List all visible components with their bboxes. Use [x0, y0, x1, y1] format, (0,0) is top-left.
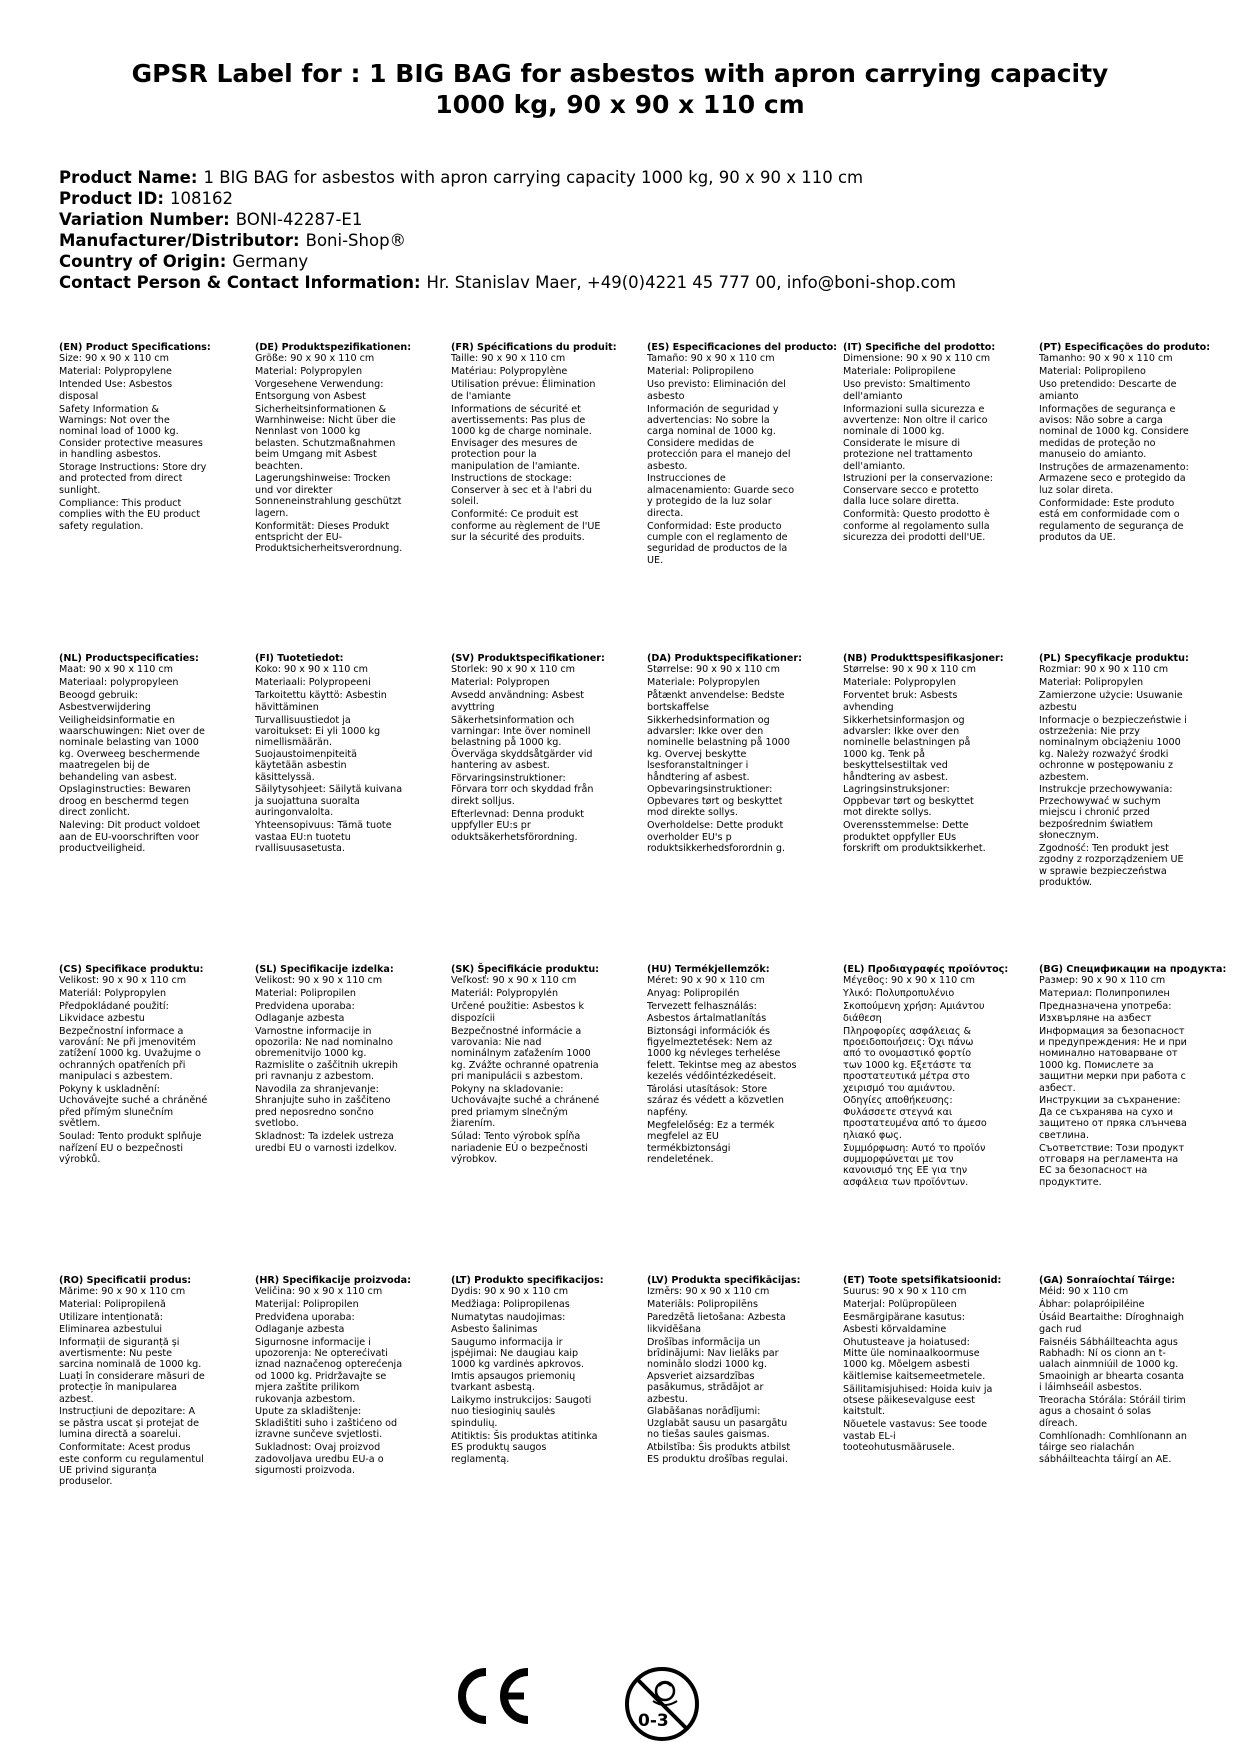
spec-line: Atitiktis: Šis produktas atitinka ES produktų saugos reglamentą.	[451, 1430, 598, 1465]
spec-block-heading: (PL) Specyfikacje produktu:	[1039, 653, 1189, 664]
spec-line: Overholdelse: Dette produkt overholder EU's p roduktsikkerhedsforordnin g.	[647, 820, 786, 854]
spec-block-heading: (BG) Спецификации на продукта:	[1039, 964, 1227, 975]
spec-line: Υλικό: Πολυπροπυλένιο	[843, 988, 955, 1000]
spec-block	[647, 653, 802, 856]
spec-line: Compliance: This product complies with the EU product safety regulation.	[59, 497, 201, 532]
spec-line: Storage Instructions: Store dry and protected from direct sunlight.	[59, 462, 207, 496]
spec-block-heading: (LV) Produkta specifikācijas:	[647, 1275, 801, 1286]
spec-line: Instructions de stockage: Conserver à sec et à l'abri du soleil.	[451, 473, 592, 508]
spec-block-heading: (RO) Specificatii produs:	[59, 1275, 192, 1286]
spec-line: Konformität: Dieses Produkt entspricht der EU-Produktsicherheitsverordnung.	[255, 520, 403, 555]
spec-line: Инструкции за съхранение: Да се съхранява на сухо и защитено от пряка слънчева светлина.	[1039, 1095, 1187, 1141]
spec-block-heading: (GA) Sonraíochtaí Táirge:	[1039, 1275, 1176, 1286]
spec-block-heading: (DE) Produktspezifikationen:	[255, 342, 412, 353]
spec-line: Zamierzone użycie: Usuwanie azbestu	[1039, 690, 1183, 713]
spec-line: Rozmiar: 90 x 90 x 110 cm	[1039, 664, 1169, 676]
spec-line: Størrelse: 90 x 90 x 110 cm	[843, 664, 976, 676]
spec-line: Vorgesehene Verwendung: Entsorgung von Asbest	[255, 379, 384, 402]
spec-block	[843, 342, 996, 545]
spec-block	[59, 1275, 209, 1489]
spec-line: Suurus: 90 x 90 x 110 cm	[843, 1286, 967, 1298]
spec-line: Säilitamisjuhised: Hoida kuiv ja otsese päikesevalguse eest kaitstult.	[843, 1383, 993, 1418]
spec-line: Size: 90 x 90 x 110 cm	[59, 353, 169, 365]
spec-line: Materiál: Polypropylén	[451, 988, 559, 1000]
spec-line: Intended Use: Asbestos disposal	[59, 379, 173, 402]
spec-line: Comhlíonadh: Comhlíonann an táirge seo rialachán sábháilteachta táirgí an AE.	[1039, 1430, 1187, 1465]
product-info	[59, 167, 1199, 293]
spec-line: Informations de sécurité et avertissements: Pas plus de 1000 kg de charge nominale. Envisager des mesures de protection pour la manipulation de l'amiante.	[451, 403, 592, 472]
spec-block	[1039, 964, 1227, 1190]
spec-line: Ohutusteave ja hoiatused: Mitte üle nominaalkoormuse 1000 kg. Mõelgem asbesti käitlemise kaitsemeetmetele.	[843, 1336, 986, 1382]
spec-line: Megfelelőség: Ez a termék megfelel az EU termékbiztonsági rendeletének.	[647, 1119, 775, 1165]
spec-block-heading: (CS) Specifikace produktu:	[59, 964, 204, 975]
spec-line: Instrucciones de almacenamiento: Guarde seco y protegido de la luz solar directa.	[647, 473, 795, 519]
spec-block	[843, 653, 1004, 856]
spec-line: Varnostne informacije in opozorila: Ne nad nominalno obremenitvijo 1000 kg. Razmislite o zaščitnih ukrepih pri ravnanju z azbestom.	[255, 1025, 398, 1083]
spec-line: Dydis: 90 x 90 x 110 cm	[451, 1286, 569, 1298]
info-label: Product Name:	[59, 168, 198, 187]
info-country-of-origin	[59, 251, 1199, 272]
spec-line: Materiale: Polipropilene	[843, 366, 956, 378]
spec-line: Materijal: Polipropilen	[255, 1299, 359, 1311]
spec-line: Avsedd användning: Asbest avyttring	[451, 690, 585, 713]
spec-block	[255, 1275, 411, 1478]
spec-block-heading: (DA) Produktspecifikationer:	[647, 653, 802, 664]
spec-line: Sukladnost: Ovaj proizvod zadovoljava uredbu EU-a o sigurnosti proizvoda.	[255, 1442, 384, 1476]
spec-line: Conformità: Questo prodotto è conforme al regolamento sulla sicurezza dei prodotti dell'UE.	[843, 509, 990, 543]
spec-line: Opbevaringsinstruktioner: Opbevares tørt og beskyttet mod direkte sollys.	[647, 784, 783, 819]
spec-line: Conformitate: Acest produs este conform cu regulamentul UE privind siguranța produselor.	[59, 1442, 204, 1488]
not-for-children-0-3-icon	[623, 1665, 701, 1743]
spec-line: Conformidade: Este produto está em conformidade com o regulamento de segurança de produtos da UE.	[1039, 497, 1184, 543]
spec-block-heading: (HU) Termékjellemzők:	[647, 964, 770, 975]
spec-block-heading: (PT) Especificações do produto:	[1039, 342, 1211, 353]
spec-line: Instruções de armazenamento: Armazene seco e protegido da luz solar direta.	[1039, 462, 1189, 496]
spec-line: Méret: 90 x 90 x 110 cm	[647, 975, 765, 987]
spec-line: Tárolási utasítások: Store száraz és védett a közvetlen napfény.	[647, 1084, 784, 1118]
spec-line: Yhteensopivuus: Tämä tuote vastaa EU:n tuotetu rvallisuusasetusta.	[255, 820, 392, 854]
spec-line: Turvallisuustiedot ja varoitukset: Ei yli 1000 kg nimellismäärän. Suojaustoimenpiteitä käytetään asbestin käsittelyssä.	[255, 714, 381, 783]
spec-line: Pokyny k uskladnění: Uchovávejte suché a chráněné před přímým slunečním světlem.	[59, 1084, 208, 1130]
spec-line: Предназначена употреба: Изхвърляне на азбест	[1039, 1001, 1172, 1024]
spec-block-heading: (ES) Especificaciones del producto:	[647, 342, 838, 353]
spec-line: Paredzētā lietošana: Azbesta likvidēšana	[647, 1312, 786, 1335]
spec-block	[647, 342, 838, 568]
spec-line: Glabāšanas norādījumi: Uzglabāt sausu un pasargātu no tiešas saules gaismas.	[647, 1406, 788, 1441]
spec-line: Материал: Полипропилен	[1039, 988, 1170, 1000]
spec-block	[451, 653, 605, 845]
spec-block-heading: (SV) Produktspecifikationer:	[451, 653, 605, 664]
info-value: Hr. Stanislav Maer, +49(0)4221 45 777 00, info@boni-shop.com	[426, 273, 956, 292]
spec-line: Materiale: Polypropylen	[647, 677, 760, 689]
spec-line: Medžiaga: Polipropilenas	[451, 1299, 570, 1311]
spec-line: Úsáid Beartaithe: Díroghnaigh gach rud	[1039, 1312, 1184, 1335]
spec-line: Информация за безопасност и предупреждения: Не и при номинално натоварване от 1000 kg. Помислете за защитни мерки при работа с азбест.	[1039, 1025, 1187, 1094]
spec-line: Tervezett felhasználás: Asbestos ártalmatlanítás	[647, 1001, 767, 1024]
spec-line: Naleving: Dit product voldoet aan de EU-voorschriften voor productveiligheid.	[59, 820, 201, 854]
spec-block	[59, 653, 209, 856]
spec-line: Upute za skladištenje: Skladištiti suho i zaštićeno od izravne sunčeve svjetlosti.	[255, 1406, 398, 1441]
info-label: Product ID:	[59, 189, 164, 208]
spec-line: Material: Polipropilen	[255, 988, 356, 1000]
spec-line: Veiligheidsinformatie en waarschuwingen: Niet over de nominale belasting van 1000 kg. Overweeg beschermende maatregelen bij de behandeling van asbest.	[59, 714, 205, 783]
spec-line: Sigurnosne informacije i upozorenja: Ne opterećivati iznad naznačenog opterećenja od 1000 kg. Pridržavajte se mjera zaštite prilikom rukovanja azbestom.	[255, 1336, 403, 1405]
spec-block	[255, 653, 405, 856]
spec-line: Säilytysohjeet: Säilytä kuivana ja suojattuna suoralta auringonvalolta.	[255, 784, 403, 819]
spec-line: Materiaal: polypropyleen	[59, 677, 179, 689]
spec-block	[1039, 342, 1211, 545]
spec-line: Informații de siguranță și avertismente: Nu peste sarcina nominală de 1000 kg. Luați în considerare măsuri de protecție în manipularea azbest.	[59, 1336, 205, 1405]
spec-line: Mărime: 90 x 90 x 110 cm	[59, 1286, 186, 1298]
spec-line: Tarkoitettu käyttö: Asbestin hävittäminen	[255, 690, 387, 713]
spec-line: Sikkerhedsinformation og advarsler: Ikke over den nominelle belastning på 1000 kg. Overvej beskytte lsesforanstaltninger i håndtering af asbest.	[647, 714, 790, 783]
spec-line: Velikost: 90 x 90 x 110 cm	[255, 975, 383, 987]
page-title: GPSR Label for : 1 BIG BAG for asbestos with apron carrying capacity 1000 kg, 90 x 90 x 110 cm	[131, 59, 1109, 119]
spec-line: Uso previsto: Smaltimento dell'amianto	[843, 379, 971, 402]
spec-line: Sicherheitsinformationen & Warnhinweise: Nicht über die Nennlast von 1000 kg belasten. Schutzmaßnahmen beim Umgang mit Asbest beachten.	[255, 403, 396, 472]
spec-line: Σκοπούμενη χρήση: Αμιάντου διάθεση	[843, 1001, 985, 1024]
spec-block	[451, 342, 617, 545]
spec-line: Instrucțiuni de depozitare: A se păstra uscat și protejat de lumina directă a soarelui.	[59, 1406, 200, 1441]
spec-line: Uso previsto: Eliminación del asbesto	[647, 379, 786, 402]
spec-line: Storlek: 90 x 90 x 110 cm	[451, 664, 576, 676]
spec-line: Istruzioni per la conservazione: Conservare secco e protetto dalla luce solare diretta.	[843, 473, 993, 508]
spec-line: Οδηγίες αποθήκευσης: Φυλάσσετε στεγνά και προστατευμένα από το άμεσο ηλιακό φως.	[843, 1095, 987, 1141]
spec-line: Zgodność: Ten produkt jest zgodny z rozporządzeniem UE w sprawie bezpieczeństwa produktów.	[1039, 843, 1184, 889]
spec-line: Eesmärgipärane kasutus: Asbesti kõrvaldamine	[843, 1312, 965, 1335]
info-product-name	[59, 167, 1199, 188]
spec-line: Material: Polipropileno	[1039, 366, 1146, 378]
spec-line: Treoracha Stórála: Stóráil tirim agus a chosaint ó solas díreach.	[1039, 1395, 1186, 1429]
info-value: Germany	[232, 252, 309, 271]
spec-block-heading: (HR) Specifikacije proizvoda:	[255, 1275, 411, 1286]
spec-line: Instrukcje przechowywania: Przechowywać w suchym miejscu i chronić przed bezpośrednim światłem słonecznym.	[1039, 784, 1173, 842]
spec-line: Materiał: Polipropylen	[1039, 677, 1144, 689]
spec-line: Påtænkt anvendelse: Bedste bortskaffelse	[647, 690, 785, 713]
spec-line: Navodila za shranjevanje: Shranjujte suho in zaščiteno pred neposredno sončno svetlobo.	[255, 1084, 391, 1130]
spec-line: Material: Polipropilenă	[59, 1299, 166, 1311]
spec-line: Размер: 90 x 90 x 110 cm	[1039, 975, 1166, 987]
spec-block	[1039, 653, 1189, 890]
spec-line: Tamanho: 90 x 90 x 110 cm	[1039, 353, 1173, 365]
spec-line: Utilisation prévue: Élimination de l'amiante	[451, 379, 596, 402]
spec-line: Størrelse: 90 x 90 x 110 cm	[647, 664, 780, 676]
spec-line: Beoogd gebruik: Asbestverwijdering	[59, 690, 151, 713]
spec-line: Maat: 90 x 90 x 110 cm	[59, 664, 174, 676]
info-contact	[59, 272, 1199, 293]
spec-line: Material: Polypropylene	[59, 366, 172, 378]
spec-block-heading: (LT) Produkto specifikacijos:	[451, 1275, 604, 1286]
spec-line: Material: Polipropileno	[647, 366, 754, 378]
spec-line: Съответствие: Този продукт отговаря на регламента на ЕС за безопасност на продуктите.	[1039, 1142, 1185, 1188]
info-product-id	[59, 188, 1199, 209]
spec-line: Conformité: Ce produit est conforme au règlement de l'UE sur la sécurité des produits.	[451, 509, 601, 543]
spec-line: Predviđena uporaba: Odlaganje azbesta	[255, 1312, 355, 1335]
spec-block-heading: (EL) Προδιαγραφές προϊόντος:	[843, 964, 1009, 975]
spec-line: Informacje o bezpieczeństwie i ostrzeżenia: Nie przy nominalnym obciążeniu 1000 kg. Należy rozważyć środki ochronne w postępowaniu z azbestem.	[1039, 714, 1187, 783]
spec-line: Veličina: 90 x 90 x 110 cm	[255, 1286, 383, 1298]
spec-line: Materiaali: Polypropeeni	[255, 677, 371, 689]
spec-block	[59, 964, 209, 1167]
spec-line: Laikymo instrukcijos: Saugoti nuo tiesioginių saulės spindulių.	[451, 1395, 592, 1429]
spec-block-heading: (SK) Špecifikácie produktu:	[451, 964, 600, 975]
spec-line: Určené použitie: Asbestos k dispozícii	[451, 1001, 585, 1024]
spec-block	[451, 1275, 604, 1467]
spec-line: Atbilstība: Šis produkts atbilst ES produktu drošības regulai.	[647, 1442, 791, 1465]
spec-block	[59, 342, 209, 534]
spec-line: Forventet bruk: Asbests avhending	[843, 690, 958, 713]
spec-line: Materiāls: Polipropilēns	[647, 1299, 758, 1311]
spec-line: Lagringsinstruksjoner: Oppbevar tørt og beskyttet mot direkte sollys.	[843, 784, 974, 819]
info-label: Manufacturer/Distributor:	[59, 231, 300, 250]
info-label: Country of Origin:	[59, 252, 227, 271]
spec-block	[255, 342, 412, 556]
spec-line: Předpokládané použití: Likvidace azbestu	[59, 1001, 169, 1024]
svg-text:0-3: 0-3	[638, 1711, 669, 1731]
spec-line: Biztonsági információk és figyelmeztetések: Nem az 1000 kg névleges terhelése felett. Tekintse meg az abestos kezelés védőintézkedéseit.	[647, 1025, 797, 1083]
spec-line: Nõuetele vastavus: See toode vastab EL-i tooteohutusmäärusele.	[843, 1419, 987, 1454]
spec-line: Materiál: Polypropylen	[59, 988, 167, 1000]
spec-line: Skladnost: Ta izdelek ustreza uredbi EU o varnosti izdelkov.	[255, 1131, 397, 1154]
info-value: Boni-Shop®	[305, 231, 407, 250]
spec-block-heading: (ET) Toote spetsifikatsioonid:	[843, 1275, 1002, 1286]
spec-line: Informazioni sulla sicurezza e avvertenze: Non oltre il carico nominale di 1000 kg. Considerate le misure di protezione nel trattamento dell'amianto.	[843, 403, 988, 472]
spec-block	[843, 964, 1009, 1190]
spec-line: Drošības informācija un brīdinājumi: Nav lielāks par nominālo slodzi 1000 kg. Apsveriet aizsardzības pasākumus, strādājot ar azbestu.	[647, 1336, 779, 1405]
spec-line: Sikkerhetsinformasjon og advarsler: Ikke over den nominelle belastningen på 1000 kg. Tenk på beskyttelsestiltak ved håndtering av asbest.	[843, 714, 971, 783]
spec-line: Ábhar: polapróipiléine	[1039, 1299, 1145, 1311]
spec-block	[647, 1275, 801, 1467]
spec-line: Utilizare intenționată: Eliminarea azbestului	[59, 1312, 163, 1335]
spec-block	[1039, 1275, 1189, 1467]
spec-block-heading: (NL) Productspecificaties:	[59, 653, 199, 664]
spec-line: Koko: 90 x 90 x 110 cm	[255, 664, 368, 676]
spec-line: Veľkosť: 90 x 90 x 110 cm	[451, 975, 577, 987]
spec-line: Materjal: Polüpropüleen	[843, 1299, 957, 1311]
spec-line: Overensstemmelse: Dette produktet oppfyller EUs forskrift om produktsikkerhet.	[843, 820, 986, 854]
spec-line: Material: Polypropen	[451, 677, 550, 689]
spec-block-heading: (NB) Produkttspesifikasjoner:	[843, 653, 1004, 664]
spec-line: Taille: 90 x 90 x 110 cm	[451, 353, 566, 365]
spec-block-heading: (EN) Product Specifications:	[59, 342, 211, 353]
spec-line: Numatytas naudojimas: Asbesto šalinimas	[451, 1312, 566, 1335]
spec-line: Faisnéis Sábháilteachta agus Rabhadh: Ní os cionn an t-ualach ainmniúil de 1000 kg. Smaoinigh ar bhearta cosanta i láimhseáil asbestos.	[1039, 1336, 1185, 1394]
spec-line: Πληροφορίες ασφάλειας & προειδοποιήσεις: Όχι πάνω από το ονομαστικό φορτίο των 1000 kg. Εξετάστε τα προστατευτικά μέτρα στο χειρισμό του αμιάντου.	[843, 1025, 974, 1094]
spec-line: Velikost: 90 x 90 x 110 cm	[59, 975, 187, 987]
spec-line: Méid: 90 x 110 cm	[1039, 1286, 1129, 1298]
info-manufacturer	[59, 230, 1199, 251]
compliance-logos	[0, 1665, 1241, 1735]
spec-line: Soulad: Tento produkt splňuje nařízení EU o bezpečnosti výrobků.	[59, 1131, 202, 1165]
spec-line: Matériau: Polypropylène	[451, 366, 568, 378]
spec-line: Efterlevnad: Denna produkt uppfyller EU:s pr oduktsäkerhetsförordning.	[451, 808, 585, 843]
ce-mark-icon	[452, 1665, 534, 1727]
spec-line: Predvidena uporaba: Odlaganje azbesta	[255, 1001, 355, 1024]
spec-block-heading: (IT) Specifiche del prodotto:	[843, 342, 996, 353]
spec-line: Dimensione: 90 x 90 x 110 cm	[843, 353, 991, 365]
spec-block-heading: (SL) Specifikacije izdelka:	[255, 964, 394, 975]
spec-block	[255, 964, 405, 1156]
spec-block-heading: (FI) Tuotetiedot:	[255, 653, 344, 664]
info-variation-number	[59, 209, 1199, 230]
spec-line: Material: Polypropylen	[255, 366, 363, 378]
spec-line: Pokyny na skladovanie: Uchovávajte suché a chránené pred priamym slnečným žiarením.	[451, 1084, 600, 1130]
spec-line: Izmērs: 90 x 90 x 110 cm	[647, 1286, 770, 1298]
spec-block	[843, 1275, 1002, 1455]
spec-line: Säkerhetsinformation och varningar: Inte över nominell belastning på 1000 kg. Överväga skyddsåtgärder vid hantering av asbest.	[451, 714, 593, 772]
info-label: Variation Number:	[59, 210, 230, 229]
info-label: Contact Person & Contact Information:	[59, 273, 421, 292]
spec-line: Bezpečnostné informácie a varovania: Nie nad nominálnym zaťažením 1000 kg. Zvážte ochranné opatrenia pri manipulácii s azbestom.	[451, 1025, 599, 1083]
spec-line: Größe: 90 x 90 x 110 cm	[255, 353, 375, 365]
spec-block	[451, 964, 601, 1167]
spec-line: Tamaño: 90 x 90 x 110 cm	[647, 353, 775, 365]
spec-line: Conformidad: Este producto cumple con el reglamento de seguridad de productos de la UE.	[647, 520, 788, 566]
info-value: 108162	[169, 189, 233, 208]
spec-line: Förvaringsinstruktioner: Förvara torr och skyddad från direkt solljus.	[451, 773, 594, 807]
spec-line: Lagerungshinweise: Trocken und vor direkter Sonneneinstrahlung geschützt lagern.	[255, 473, 402, 519]
spec-line: Informações de segurança e avisos: Não sobre a carga nominal de 1000 kg. Considere medidas de proteção no manuseio do amianto.	[1039, 403, 1189, 461]
spec-line: Συμμόρφωση: Αυτό το προϊόν συμμορφώνεται με τον κανονισμό της ΕΕ για την ασφάλεια των προϊόντων.	[843, 1142, 986, 1188]
spec-line: Saugumo informacija ir įspėjimai: Ne daugiau kaip 1000 kg vardinės apkrovos. Imtis apsaugos priemonių tvarkant asbestą.	[451, 1336, 585, 1394]
spec-line: Μέγεθος: 90 x 90 x 110 cm	[843, 975, 975, 987]
spec-line: Anyag: Polipropilén	[647, 988, 740, 1000]
info-value: 1 BIG BAG for asbestos with apron carrying capacity 1000 kg, 90 x 90 x 110 cm	[203, 168, 864, 187]
info-value: BONI-42287-E1	[235, 210, 363, 229]
spec-line: Información de seguridad y advertencias: No sobre la carga nominal de 1000 kg. Considere medidas de protección para el manejo del asbesto.	[647, 403, 791, 472]
spec-line: Safety Information & Warnings: Not over the nominal load of 1000 kg. Consider protective measures in handling asbestos.	[59, 403, 203, 461]
spec-block	[647, 964, 797, 1167]
spec-line: Materiale: Polypropylen	[843, 677, 956, 689]
spec-line: Uso pretendido: Descarte de amianto	[1039, 379, 1177, 402]
spec-line: Opslaginstructies: Bewaren droog en beschermd tegen direct zonlicht.	[59, 784, 191, 819]
spec-line: Bezpečnostní informace a varování: Ne při jmenovitém zatížení 1000 kg. Uvažujme o ochranných opatřeních při manipulaci s azbestem.	[59, 1025, 201, 1083]
spec-line: Súlad: Tento výrobok spĺňa nariadenie EÚ o bezpečnosti výrobkov.	[451, 1131, 588, 1165]
spec-block-heading: (FR) Spécifications du produit:	[451, 342, 617, 353]
